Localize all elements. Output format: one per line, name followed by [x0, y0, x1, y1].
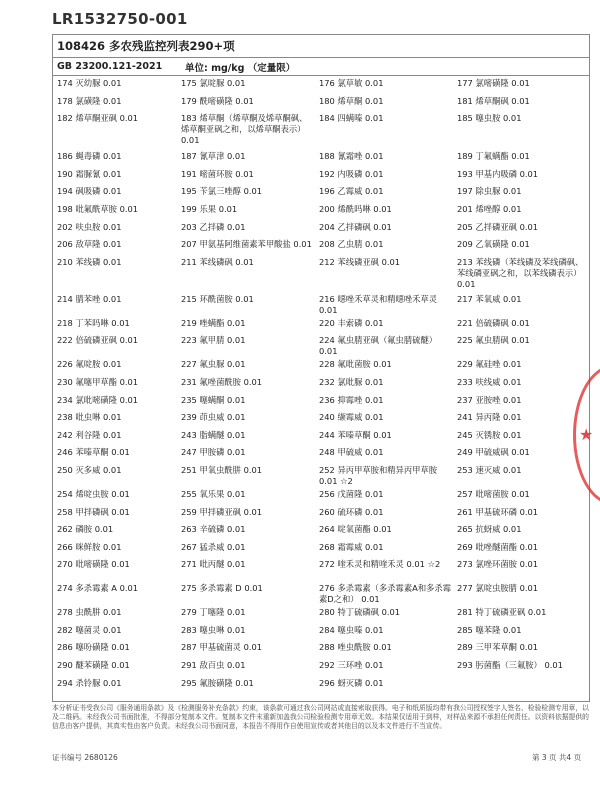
table-cell: 274 多杀霉素 A 0.01	[57, 583, 139, 594]
table-cell: 241 异丙隆 0.01	[457, 412, 522, 423]
table-row	[53, 333, 589, 357]
table-cell: 283 噻虫啉 0.01	[181, 624, 246, 635]
table-cell: 211 苯线磷砜 0.01	[181, 256, 254, 267]
table-cell: 198 吡氟酰草胺 0.01	[57, 203, 139, 214]
table-cell: 210 苯线磷 0.01	[57, 256, 122, 267]
page-number: 第 3 页 共4 页	[532, 753, 582, 762]
table-row	[53, 393, 589, 411]
table-cell: 233 呋线威 0.01	[457, 376, 522, 387]
table-row	[53, 676, 589, 694]
table-cell: 251 甲氧虫酰肼 0.01	[181, 464, 263, 475]
certificate-number: 证书编号 2680126	[52, 753, 118, 762]
table-row	[53, 237, 589, 255]
table-row	[53, 428, 589, 446]
table-cell: 294 杀铃脲 0.01	[57, 677, 122, 688]
table-cell: 174 灭幼脲 0.01	[57, 78, 122, 88]
table-cell: 201 烯唑醇 0.01	[457, 203, 522, 214]
table-cell: 195 苄氯三唑醇 0.01	[181, 186, 263, 197]
table-cell: 204 乙拌磷砜 0.01	[319, 221, 392, 232]
table-cell: 269 吡唑醚菌酯 0.01	[457, 541, 539, 552]
table-row	[53, 557, 589, 581]
table-cell: 187 氰草津 0.01	[181, 151, 246, 162]
table-cell: 188 氰霜唑 0.01	[319, 151, 384, 162]
table-cell: 245 灭锈胺 0.01	[457, 429, 522, 440]
table-cell: 186 蝇毒磷 0.01	[57, 151, 122, 162]
table-cell: 202 呋虫胺 0.01	[57, 221, 122, 232]
table-cell: 255 氧乐果 0.01	[181, 488, 246, 499]
table-cell: 196 乙霉威 0.01	[319, 186, 384, 197]
table-cell: 281 特丁硫磷亚砜 0.01	[457, 607, 547, 618]
table-cell: 180 烯草酮 0.01	[319, 95, 384, 106]
table-cell: 247 甲胺磷 0.01	[181, 447, 246, 458]
table-cell: 257 吡嘧菌胺 0.01	[457, 488, 530, 499]
table-cell: 178 氯磺隆 0.01	[57, 95, 122, 106]
table-row	[53, 255, 589, 292]
table-cell: 181 烯草酮砜 0.01	[457, 95, 530, 106]
table-cell: 256 戊菌隆 0.01	[319, 488, 384, 499]
table-cell: 265 抗蚜威 0.01	[457, 524, 522, 535]
table-cell: 182 烯草酮亚砜 0.01	[57, 113, 139, 124]
table-cell: 189 丁氟螨酯 0.01	[457, 151, 530, 162]
table-cell: 231 氟唑菌酰胺 0.01	[181, 376, 263, 387]
standard-row	[53, 58, 589, 76]
table-cell: 291 敌百虫 0.01	[181, 660, 246, 671]
table-row	[53, 605, 589, 623]
table-cell: 228 氟吡菌胺 0.01	[319, 359, 392, 370]
table-cell: 288 唑虫酰胺 0.01	[319, 642, 392, 653]
table-cell: 276 多杀霉素（多杀霉素A和多杀霉素D之和） 0.01	[319, 583, 452, 605]
table-row	[53, 167, 589, 185]
table-row	[53, 640, 589, 658]
table-row	[53, 76, 589, 94]
table-cell: 279 丁噻隆 0.01	[181, 607, 246, 618]
table-cell: 191 嘧菌环胺 0.01	[181, 168, 254, 179]
table-cell: 226 氟啶胺 0.01	[57, 359, 122, 370]
table-cell: 253 速灭威 0.01	[457, 464, 522, 475]
table-row	[53, 94, 589, 112]
table-cell: 284 噻虫嗪 0.01	[319, 624, 384, 635]
table-cell: 205 乙拌磷亚砜 0.01	[457, 221, 539, 232]
table-cell: 268 霜霉威 0.01	[319, 541, 384, 552]
table-cell: 212 苯线磷亚砜 0.01	[319, 256, 401, 267]
table-cell: 190 霜脲氰 0.01	[57, 168, 122, 179]
table-cell: 272 喹禾灵和精喹禾灵 0.01 ☆2	[319, 559, 441, 570]
table-row	[53, 487, 589, 505]
table-cell: 263 辛硫磷 0.01	[181, 524, 246, 535]
table-cell: 270 吡嘧磺隆 0.01	[57, 559, 130, 570]
table-cell: 296 蚜灭磷 0.01	[319, 677, 384, 688]
table-cell: 286 噻吩磺隆 0.01	[57, 642, 130, 653]
table-cell: 206 敌草隆 0.01	[57, 239, 122, 250]
table-row	[53, 410, 589, 428]
table-cell: 250 灭多威 0.01	[57, 464, 122, 475]
table-cell: 248 甲硫威 0.01	[319, 447, 384, 458]
table-cell: 215 环酰菌胺 0.01	[181, 293, 254, 304]
unit-label: 单位: mg/kg （定量限）	[185, 62, 296, 74]
table-cell: 295 氟胺磺隆 0.01	[181, 677, 254, 688]
table-cell: 175 氯啶脲 0.01	[181, 78, 246, 88]
table-cell: 238 吡虫啉 0.01	[57, 412, 122, 423]
table-cell: 277 氯啶虫胺腈 0.01	[457, 583, 539, 594]
table-cell: 194 砜吸磷 0.01	[57, 186, 122, 197]
table-grid	[53, 76, 589, 693]
table-cell: 176 氯草敏 0.01	[319, 78, 384, 88]
table-row	[53, 522, 589, 540]
table-cell: 184 四螨嗪 0.01	[319, 113, 384, 124]
table-row	[53, 316, 589, 334]
table-cell: 234 氯吡嘧磺隆 0.01	[57, 394, 139, 405]
table-cell: 183 烯草酮（烯草酮及烯草酮砜、烯草酮亚砜之和，以烯草酮表示） 0.01	[181, 113, 308, 146]
table-cell: 193 甲基内吸磷 0.01	[457, 168, 539, 179]
standard-code: GB 23200.121-2021	[57, 61, 163, 72]
table-cell: 216 噁唑禾草灵和精噁唑禾草灵 0.01	[319, 293, 438, 315]
table-cell: 243 脂螨醚 0.01	[181, 429, 246, 440]
table-row	[53, 149, 589, 167]
table-cell: 213 苯线磷（苯线磷及苯线磷砜、苯线磷亚砜之和，以苯线磷表示） 0.01	[457, 256, 584, 289]
table-cell: 244 苯嗪草酮 0.01	[319, 429, 392, 440]
table-cell: 220 丰索磷 0.01	[319, 317, 384, 328]
table-row	[53, 292, 589, 316]
table-cell: 237 亚胺唑 0.01	[457, 394, 522, 405]
table-cell: 221 倍硫磷砜 0.01	[457, 317, 530, 328]
table-cell: 292 三环唑 0.01	[319, 660, 384, 671]
table-cell: 246 苯嗪草酮 0.01	[57, 447, 130, 458]
table-cell: 214 腈苯唑 0.01	[57, 293, 122, 304]
table-cell: 260 硫环磷 0.01	[319, 506, 384, 517]
table-cell: 200 烯酰吗啉 0.01	[319, 203, 392, 214]
table-cell: 225 氟虫腈砜 0.01	[457, 335, 530, 346]
table-cell: 289 三甲苯草酮 0.01	[457, 642, 539, 653]
table-cell: 207 甲氨基阿维菌素苯甲酸盐 0.01	[181, 239, 312, 250]
table-cell: 219 唑螨酯 0.01	[181, 317, 246, 328]
table-title: 108426 多农残监控列表290+项	[53, 35, 589, 58]
table-cell: 252 异丙甲草胺和精异丙甲草胺 0.01 ☆2	[319, 464, 438, 486]
table-row	[53, 445, 589, 463]
table-cell: 217 苯氧威 0.01	[457, 293, 522, 304]
table-cell: 242 利谷隆 0.01	[57, 429, 122, 440]
table-cell: 293 肟菌酯（三氟胺） 0.01	[457, 660, 563, 671]
table-cell: 239 茚虫威 0.01	[181, 412, 246, 423]
table-cell: 266 咪鲜胺 0.01	[57, 541, 122, 552]
table-row	[53, 375, 589, 393]
table-cell: 218 丁苯吗啉 0.01	[57, 317, 130, 328]
table-row	[53, 463, 589, 487]
table-cell: 259 甲拌磷亚砜 0.01	[181, 506, 263, 517]
table-cell: 222 倍硫磷亚砜 0.01	[57, 335, 139, 346]
table-cell: 249 甲硫威砜 0.01	[457, 447, 530, 458]
table-row	[53, 184, 589, 202]
table-cell: 203 乙拌磷 0.01	[181, 221, 246, 232]
report-number: LR1532750-001	[52, 10, 188, 28]
table-cell: 209 乙氧磺隆 0.01	[457, 239, 530, 250]
table-row	[53, 505, 589, 523]
table-cell: 264 啶氧菌酯 0.01	[319, 524, 392, 535]
table-cell: 199 乐果 0.01	[181, 203, 238, 214]
table-cell	[453, 676, 589, 694]
table-cell: 232 氯吡脲 0.01	[319, 376, 384, 387]
table-cell: 179 酰嘧磺隆 0.01	[181, 95, 254, 106]
table-cell: 240 缬霉威 0.01	[319, 412, 384, 423]
table-row	[53, 357, 589, 375]
table-row	[53, 658, 589, 676]
table-row	[53, 540, 589, 558]
table-row	[53, 581, 589, 605]
table-cell: 273 氯唑环菌胺 0.01	[457, 559, 539, 570]
table-cell: 287 甲基硫菌灵 0.01	[181, 642, 263, 653]
table-cell: 208 乙虫腈 0.01	[319, 239, 384, 250]
table-cell: 261 甲基硫环磷 0.01	[457, 506, 539, 517]
table-cell: 177 氯嘧磺隆 0.01	[457, 78, 530, 88]
table-cell: 236 抑霉唑 0.01	[319, 394, 384, 405]
table-cell: 197 除虫脲 0.01	[457, 186, 522, 197]
table-cell: 290 醚苯磺隆 0.01	[57, 660, 130, 671]
table-cell: 271 吡丙醚 0.01	[181, 559, 246, 570]
table-cell: 192 内吸磷 0.01	[319, 168, 384, 179]
table-cell: 229 氟硅唑 0.01	[457, 359, 522, 370]
pesticide-table	[52, 34, 590, 702]
table-row	[53, 623, 589, 641]
table-cell: 275 多杀霉素 D 0.01	[181, 583, 263, 594]
table-cell: 254 烯啶虫胺 0.01	[57, 488, 130, 499]
table-cell: 224 氟虫腈亚砜（氟虫腈硫醚） 0.01	[319, 335, 438, 357]
table-cell: 258 甲拌磷砜 0.01	[57, 506, 130, 517]
table-cell: 267 猛杀威 0.01	[181, 541, 246, 552]
table-cell: 285 噻苯隆 0.01	[457, 624, 522, 635]
table-cell: 262 磷胺 0.01	[57, 524, 114, 535]
table-cell: 230 氟噻甲草酯 0.01	[57, 376, 139, 387]
table-cell: 278 虫酰肼 0.01	[57, 607, 122, 618]
table-cell: 235 噻螨酮 0.01	[181, 394, 246, 405]
table-cell: 227 氟虫脲 0.01	[181, 359, 246, 370]
red-seal-stamp: ★	[573, 365, 600, 505]
footer-note: 本分析证书受我公司《服务通用条款》及《检测服务补充条款》约束，该条款可通过我公司网站或直接索取获得。电子和纸质版均带有我公司授权签字人签名、检验检测专用章，以及二维码。未经我公司书面批准，不得部分复制本文件。复制本文件未重新加盖我公司检验检测专用章无效。本结果仅适用于到样，对样品来源不承担任何责任。以资料依据提供的信息由客户提供，其真实性由客户负责。未经我公司书面同意，本报告不得用作自使用宣传或者其他目的以及本文件进行不当宣传。	[52, 704, 589, 730]
table-cell: 280 特丁硫磷砜 0.01	[319, 607, 401, 618]
table-row	[53, 220, 589, 238]
table-row	[53, 202, 589, 220]
table-cell: 185 噻虫胺 0.01	[457, 113, 522, 124]
table-cell: 282 噻菌灵 0.01	[57, 624, 122, 635]
table-cell: 223 氟甲腈 0.01	[181, 335, 246, 346]
table-row	[53, 111, 589, 149]
